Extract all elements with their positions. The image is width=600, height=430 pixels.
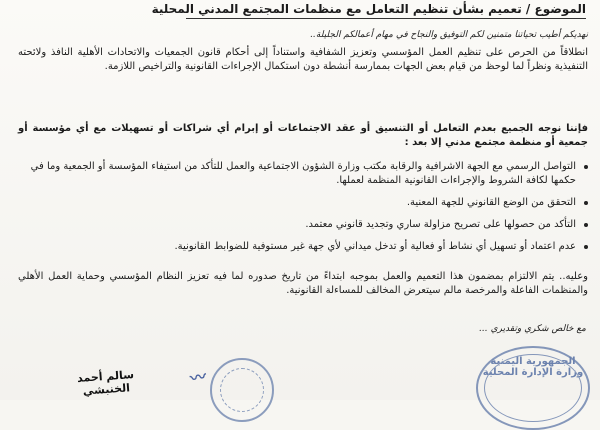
list-item: التحقق من الوضع القانوني للجهة المعنية. [28, 196, 588, 210]
directive-paragraph: فإننا نوجه الجميع بعدم التعامل أو التنسيق أو عقد الاجتماعات أو إبرام أي شراكات أو تسهيلات مع أي مؤسسة أو جمعية أو منظمة مجتمع مدني إلا بعد : [18, 123, 588, 148]
stamp-icon [210, 358, 274, 422]
subject-line [151, 2, 586, 19]
seal-text: الجمهورية اليمنية وزارة الإدارة المحلية [482, 356, 584, 378]
subject-underline [186, 18, 586, 19]
closing-paragraph: وعليه.. يتم الالتزام بمضمون هذا التعميم والعمل بموجبه ابتداءً من تاريخ صدوره لما فيه تعزيز النظام المؤسسي وحماية العمل الأهلي والمنظمات الفاعلة والمرخصة مالم سيتعرض المخالف للمساءلة القانونية. [18, 271, 588, 296]
intro-paragraph: انطلاقاً من الحرص على تنظيم العمل المؤسسي وتعزيز الشفافية واستناداً إلى أحكام قانون الجمعيات والاتحادات الأهلية النافذ ولائحته التنفيذية ونظراً لما لوحظ من قيام بعض الجهات بممارسة أنشطة دون استكمال الإجراءات القانونية والتراخيص اللازمة. [18, 47, 588, 72]
thanks-line: مع خالص شكري وتقديري ... [479, 324, 586, 334]
handwritten-signature-icon: 〰︎ [188, 366, 208, 389]
list-item: التواصل الرسمي مع الجهة الاشرافية والرقابة مكتب وزارة الشؤون الاجتماعية والعمل للتأكد من استيفاء المؤسسة أو الجمعية وما في حكمها لكافة الشروط والإجراءات القانونية المنظمة لعملها. [28, 160, 588, 188]
list-item: التأكد من حصولها على تصريح مزاولة ساري وتجديد قانوني معتمد. [28, 218, 588, 232]
subject-text: الموضوع / تعميم بشأن تنظيم التعامل مع منظمات المجتمع المدني المحلية [151, 2, 586, 16]
signature-name: سالم أحمد الخنبشي [76, 368, 135, 398]
official-seal [476, 346, 590, 430]
greeting: نهديكم أطيب تحياتنا متمنين لكم التوفيق والنجاح في مهام أعمالكم الجليلة.. [310, 30, 588, 40]
requirements-list [28, 160, 588, 262]
list-item: عدم اعتماد أو تسهيل أي نشاط أو فعالية أو تدخل ميداني لأي جهة غير مستوفية للضوابط القانونية. [28, 240, 588, 254]
